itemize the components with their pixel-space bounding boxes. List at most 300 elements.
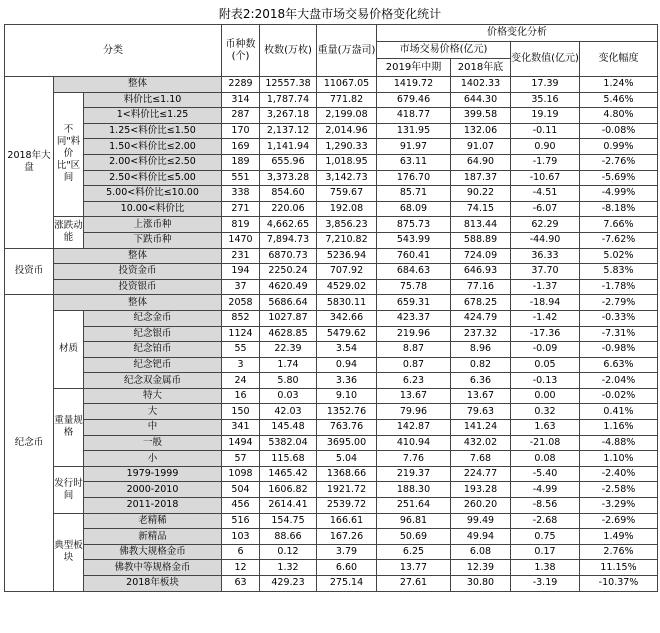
cell-count: 504	[222, 482, 260, 498]
row-label: 投资银币	[54, 279, 222, 295]
cell-pct: -0.08%	[580, 123, 658, 139]
cell-pct: 6.63%	[580, 357, 658, 373]
table-row	[5, 373, 658, 389]
cell-pct: 5.46%	[580, 92, 658, 108]
cell-chg: -44.90	[511, 232, 580, 248]
cell-pct: -0.33%	[580, 310, 658, 326]
group-material: 材质	[54, 310, 84, 388]
header-pieces: 枚数(万枚)	[260, 25, 317, 77]
cell-chg: -4.99	[511, 482, 580, 498]
cell-count: 37	[222, 279, 260, 295]
row-label: 中	[84, 420, 222, 436]
cell-pct: 7.66%	[580, 217, 658, 233]
cell-end: 813.44	[451, 217, 511, 233]
cell-chg: -0.11	[511, 123, 580, 139]
row-label: 1.50<料价比≤2.00	[84, 139, 222, 155]
cell-mid: 7.76	[377, 451, 451, 467]
cell-end: 13.67	[451, 388, 511, 404]
cell-chg: -5.40	[511, 466, 580, 482]
cell-mid: 760.41	[377, 248, 451, 264]
cell-pct: -1.78%	[580, 279, 658, 295]
cell-chg: 62.29	[511, 217, 580, 233]
row-label: 整体	[54, 77, 222, 93]
cell-end: 77.16	[451, 279, 511, 295]
cell-chg: 1.38	[511, 560, 580, 576]
cell-pct: -10.37%	[580, 576, 658, 592]
cell-end: 91.07	[451, 139, 511, 155]
row-label: 1<料价比≤1.25	[84, 108, 222, 124]
cell-chg: -8.56	[511, 498, 580, 514]
cell-pct: -0.98%	[580, 342, 658, 358]
cell-pieces: 220.06	[260, 201, 317, 217]
cell-pct: 1.16%	[580, 420, 658, 436]
cell-chg: -2.68	[511, 513, 580, 529]
cell-mid: 13.67	[377, 388, 451, 404]
cell-pct: -2.79%	[580, 295, 658, 311]
cell-count: 1124	[222, 326, 260, 342]
row-label: 纪念双金属币	[84, 373, 222, 389]
cell-mid: 219.96	[377, 326, 451, 342]
table-row	[5, 170, 658, 186]
cell-mid: 251.64	[377, 498, 451, 514]
cell-end: 64.90	[451, 154, 511, 170]
header-change-pct: 变化幅度	[580, 42, 658, 77]
table-row	[5, 388, 658, 404]
row-label: 佛教中等规格金币	[84, 560, 222, 576]
cell-mid: 75.78	[377, 279, 451, 295]
group-invest: 投资币	[5, 248, 54, 295]
cell-pct: 1.49%	[580, 529, 658, 545]
cell-pct: -8.18%	[580, 201, 658, 217]
table-row	[5, 466, 658, 482]
table-title: 附表2:2018年大盘市场交易价格变化统计	[218, 7, 442, 21]
cell-chg: -4.51	[511, 186, 580, 202]
row-label: 小	[84, 451, 222, 467]
cell-end: 99.49	[451, 513, 511, 529]
cell-end: 30.80	[451, 576, 511, 592]
cell-weight: 0.94	[317, 357, 377, 373]
row-label: 纪念铂币	[84, 342, 222, 358]
cell-pct: 5.02%	[580, 248, 658, 264]
cell-weight: 1352.76	[317, 404, 377, 420]
cell-chg: -0.13	[511, 373, 580, 389]
group-issue-time: 发行时间	[54, 466, 84, 513]
row-label: 2.50<料价比≤5.00	[84, 170, 222, 186]
cell-end: 132.06	[451, 123, 511, 139]
cell-end: 424.79	[451, 310, 511, 326]
cell-weight: 2539.72	[317, 498, 377, 514]
cell-weight: 3695.00	[317, 435, 377, 451]
cell-chg: -3.19	[511, 576, 580, 592]
cell-pct: -2.04%	[580, 373, 658, 389]
cell-pieces: 5382.04	[260, 435, 317, 451]
cell-count: 551	[222, 170, 260, 186]
cell-mid: 0.87	[377, 357, 451, 373]
cell-end: 724.09	[451, 248, 511, 264]
cell-pieces: 2250.24	[260, 264, 317, 280]
cell-count: 12	[222, 560, 260, 576]
header-market-price: 市场交易价格(亿元)	[377, 42, 511, 59]
table-row	[5, 560, 658, 576]
table-row	[5, 295, 658, 311]
cell-chg: -17.36	[511, 326, 580, 342]
table-row	[5, 248, 658, 264]
header-change-analysis: 价格变化分析	[377, 25, 658, 42]
cell-chg: 37.70	[511, 264, 580, 280]
cell-end: 79.63	[451, 404, 511, 420]
cell-count: 338	[222, 186, 260, 202]
cell-chg: -10.67	[511, 170, 580, 186]
cell-weight: 192.08	[317, 201, 377, 217]
cell-count: 103	[222, 529, 260, 545]
cell-pieces: 5686.64	[260, 295, 317, 311]
cell-pieces: 4628.85	[260, 326, 317, 342]
cell-count: 24	[222, 373, 260, 389]
cell-weight: 763.76	[317, 420, 377, 436]
cell-mid: 410.94	[377, 435, 451, 451]
cell-count: 819	[222, 217, 260, 233]
cell-count: 1494	[222, 435, 260, 451]
cell-end: 678.25	[451, 295, 511, 311]
cell-count: 456	[222, 498, 260, 514]
cell-chg: 0.17	[511, 544, 580, 560]
cell-mid: 188.30	[377, 482, 451, 498]
cell-count: 2058	[222, 295, 260, 311]
table-row	[5, 92, 658, 108]
cell-chg: -21.08	[511, 435, 580, 451]
cell-weight: 2,199.08	[317, 108, 377, 124]
cell-pieces: 6870.73	[260, 248, 317, 264]
header-mid2019: 2019年中期	[377, 59, 451, 77]
cell-count: 2289	[222, 77, 260, 93]
cell-pieces: 42.03	[260, 404, 317, 420]
cell-pieces: 0.12	[260, 544, 317, 560]
cell-end: 6.36	[451, 373, 511, 389]
cell-count: 287	[222, 108, 260, 124]
cell-pieces: 154.75	[260, 513, 317, 529]
cell-pieces: 4620.49	[260, 279, 317, 295]
cell-mid: 91.97	[377, 139, 451, 155]
cell-end: 74.15	[451, 201, 511, 217]
cell-weight: 5236.94	[317, 248, 377, 264]
cell-pct: -2.58%	[580, 482, 658, 498]
cell-count: 852	[222, 310, 260, 326]
cell-end: 141.24	[451, 420, 511, 436]
group-rise-fall: 涨跌动能	[54, 217, 84, 248]
cell-end: 49.94	[451, 529, 511, 545]
cell-weight: 275.14	[317, 576, 377, 592]
row-label: 2011-2018	[84, 498, 222, 514]
cell-chg: -0.09	[511, 342, 580, 358]
row-label: 料价比≤1.10	[84, 92, 222, 108]
cell-pieces: 2614.41	[260, 498, 317, 514]
cell-pieces: 12557.38	[260, 77, 317, 93]
table-row	[5, 326, 658, 342]
cell-pieces: 429.23	[260, 576, 317, 592]
cell-weight: 1368.66	[317, 466, 377, 482]
group-weight-spec: 重量规格	[54, 388, 84, 466]
group-commem: 纪念币	[5, 295, 54, 591]
cell-pct: 2.76%	[580, 544, 658, 560]
cell-pieces: 1.74	[260, 357, 317, 373]
cell-mid: 418.77	[377, 108, 451, 124]
cell-mid: 13.77	[377, 560, 451, 576]
cell-mid: 875.73	[377, 217, 451, 233]
table-row	[5, 139, 658, 155]
cell-weight: 6.60	[317, 560, 377, 576]
cell-weight: 342.66	[317, 310, 377, 326]
cell-pieces: 655.96	[260, 154, 317, 170]
cell-pct: 4.80%	[580, 108, 658, 124]
cell-chg: 0.08	[511, 451, 580, 467]
cell-mid: 68.09	[377, 201, 451, 217]
table-row	[5, 451, 658, 467]
cell-pct: -4.88%	[580, 435, 658, 451]
cell-mid: 96.81	[377, 513, 451, 529]
row-label: 1979-1999	[84, 466, 222, 482]
cell-mid: 1419.72	[377, 77, 451, 93]
cell-mid: 79.96	[377, 404, 451, 420]
header-weight: 重量(万盎司)	[317, 25, 377, 77]
data-table	[4, 24, 658, 592]
cell-mid: 543.99	[377, 232, 451, 248]
cell-mid: 85.71	[377, 186, 451, 202]
header-category: 分类	[5, 25, 222, 77]
cell-end: 187.37	[451, 170, 511, 186]
table-row	[5, 420, 658, 436]
cell-count: 55	[222, 342, 260, 358]
cell-count: 516	[222, 513, 260, 529]
cell-pieces: 1465.42	[260, 466, 317, 482]
cell-mid: 679.46	[377, 92, 451, 108]
cell-weight: 2,014.96	[317, 123, 377, 139]
cell-end: 7.68	[451, 451, 511, 467]
cell-chg: 35.16	[511, 92, 580, 108]
cell-weight: 167.26	[317, 529, 377, 545]
cell-weight: 707.92	[317, 264, 377, 280]
row-label: 整体	[54, 248, 222, 264]
cell-end: 8.96	[451, 342, 511, 358]
cell-pct: 0.99%	[580, 139, 658, 155]
cell-weight: 4529.02	[317, 279, 377, 295]
table-row	[5, 498, 658, 514]
cell-mid: 219.37	[377, 466, 451, 482]
cell-mid: 131.95	[377, 123, 451, 139]
cell-pct: -5.69%	[580, 170, 658, 186]
cell-end: 237.32	[451, 326, 511, 342]
cell-chg: -6.07	[511, 201, 580, 217]
table-row	[5, 342, 658, 358]
cell-pieces: 1027.87	[260, 310, 317, 326]
cell-weight: 3.36	[317, 373, 377, 389]
cell-count: 231	[222, 248, 260, 264]
header-change-value: 变化数值(亿元)	[511, 42, 580, 77]
cell-pieces: 22.39	[260, 342, 317, 358]
row-label: 1.25<料价比≤1.50	[84, 123, 222, 139]
cell-weight: 5.04	[317, 451, 377, 467]
cell-pieces: 3,373.28	[260, 170, 317, 186]
table-row	[5, 123, 658, 139]
cell-count: 1470	[222, 232, 260, 248]
cell-weight: 9.10	[317, 388, 377, 404]
cell-weight: 1,290.33	[317, 139, 377, 155]
cell-mid: 423.37	[377, 310, 451, 326]
cell-end: 646.93	[451, 264, 511, 280]
table-row	[5, 264, 658, 280]
cell-count: 271	[222, 201, 260, 217]
cell-pct: 11.15%	[580, 560, 658, 576]
row-label: 2000-2010	[84, 482, 222, 498]
cell-end: 588.89	[451, 232, 511, 248]
cell-weight: 3,142.73	[317, 170, 377, 186]
cell-weight: 759.67	[317, 186, 377, 202]
cell-pieces: 115.68	[260, 451, 317, 467]
row-label: 纪念金币	[84, 310, 222, 326]
cell-count: 189	[222, 154, 260, 170]
row-label: 老精稀	[84, 513, 222, 529]
cell-weight: 3.54	[317, 342, 377, 358]
cell-pieces: 5.80	[260, 373, 317, 389]
cell-chg: 17.39	[511, 77, 580, 93]
cell-count: 150	[222, 404, 260, 420]
cell-chg: -1.37	[511, 279, 580, 295]
cell-count: 170	[222, 123, 260, 139]
cell-weight: 7,210.82	[317, 232, 377, 248]
cell-chg: 0.32	[511, 404, 580, 420]
table-row	[5, 404, 658, 420]
cell-mid: 27.61	[377, 576, 451, 592]
table-row	[5, 529, 658, 545]
group-dapan: 2018年大盘	[5, 77, 54, 249]
cell-mid: 63.11	[377, 154, 451, 170]
cell-count: 1098	[222, 466, 260, 482]
table-row	[5, 310, 658, 326]
cell-end: 644.30	[451, 92, 511, 108]
cell-chg: -18.94	[511, 295, 580, 311]
cell-count: 194	[222, 264, 260, 280]
cell-chg: 0.90	[511, 139, 580, 155]
cell-pct: 0.41%	[580, 404, 658, 420]
table-row	[5, 108, 658, 124]
cell-pieces: 0.03	[260, 388, 317, 404]
cell-count: 341	[222, 420, 260, 436]
cell-chg: 0.00	[511, 388, 580, 404]
row-label: 新精品	[84, 529, 222, 545]
table-row	[5, 217, 658, 233]
cell-mid: 684.63	[377, 264, 451, 280]
cell-mid: 659.31	[377, 295, 451, 311]
row-label: 上涨币种	[84, 217, 222, 233]
cell-mid: 142.87	[377, 420, 451, 436]
cell-end: 399.58	[451, 108, 511, 124]
cell-count: 3	[222, 357, 260, 373]
cell-pieces: 3,267.18	[260, 108, 317, 124]
row-label: 投资金币	[54, 264, 222, 280]
row-label: 大	[84, 404, 222, 420]
row-label: 纪念银币	[84, 326, 222, 342]
cell-chg: -1.79	[511, 154, 580, 170]
row-label: 下跌币种	[84, 232, 222, 248]
group-price-ratio: 不同"料价比"区间	[54, 92, 84, 217]
cell-pieces: 854.60	[260, 186, 317, 202]
cell-count: 314	[222, 92, 260, 108]
cell-weight: 3.79	[317, 544, 377, 560]
row-label: 纪念钯币	[84, 357, 222, 373]
cell-count: 57	[222, 451, 260, 467]
cell-pieces: 2,137.12	[260, 123, 317, 139]
cell-mid: 8.87	[377, 342, 451, 358]
cell-chg: -1.42	[511, 310, 580, 326]
cell-pct: -7.62%	[580, 232, 658, 248]
cell-pieces: 1,787.74	[260, 92, 317, 108]
cell-end: 1402.33	[451, 77, 511, 93]
table-row	[5, 77, 658, 93]
header-count: 币种数(个)	[222, 25, 260, 77]
cell-pct: 1.10%	[580, 451, 658, 467]
cell-mid: 6.25	[377, 544, 451, 560]
cell-count: 63	[222, 576, 260, 592]
row-label: 2.00<料价比≤2.50	[84, 154, 222, 170]
table-row	[5, 154, 658, 170]
row-label: 5.00<料价比≤10.00	[84, 186, 222, 202]
cell-end: 12.39	[451, 560, 511, 576]
group-typical: 典型板块	[54, 513, 84, 591]
row-label: 特大	[84, 388, 222, 404]
cell-pieces: 1,141.94	[260, 139, 317, 155]
cell-end: 224.77	[451, 466, 511, 482]
row-label: 佛教大规格金币	[84, 544, 222, 560]
cell-pieces: 1.32	[260, 560, 317, 576]
cell-pct: -4.99%	[580, 186, 658, 202]
cell-pct: -2.40%	[580, 466, 658, 482]
table-row	[5, 513, 658, 529]
cell-weight: 166.61	[317, 513, 377, 529]
cell-end: 6.08	[451, 544, 511, 560]
row-label: 整体	[54, 295, 222, 311]
cell-end: 0.82	[451, 357, 511, 373]
cell-chg: 1.63	[511, 420, 580, 436]
cell-chg: 0.75	[511, 529, 580, 545]
cell-mid: 6.23	[377, 373, 451, 389]
table-row	[5, 279, 658, 295]
cell-mid: 176.70	[377, 170, 451, 186]
row-label: 一般	[84, 435, 222, 451]
cell-weight: 1921.72	[317, 482, 377, 498]
table-row	[5, 544, 658, 560]
cell-end: 432.02	[451, 435, 511, 451]
cell-end: 193.28	[451, 482, 511, 498]
cell-weight: 3,856.23	[317, 217, 377, 233]
cell-pct: -2.69%	[580, 513, 658, 529]
cell-pct: 1.24%	[580, 77, 658, 93]
cell-pieces: 7,894.73	[260, 232, 317, 248]
cell-count: 6	[222, 544, 260, 560]
row-label: 10.00<料价比	[84, 201, 222, 217]
cell-weight: 771.82	[317, 92, 377, 108]
table-row	[5, 201, 658, 217]
table-row	[5, 186, 658, 202]
cell-chg: 0.05	[511, 357, 580, 373]
cell-pieces: 4,662.65	[260, 217, 317, 233]
cell-pct: -7.31%	[580, 326, 658, 342]
cell-weight: 1,018.95	[317, 154, 377, 170]
cell-pct: -3.29%	[580, 498, 658, 514]
header-end2018: 2018年底	[451, 59, 511, 77]
cell-weight: 5479.62	[317, 326, 377, 342]
cell-pct: 5.83%	[580, 264, 658, 280]
row-label: 2018年板块	[84, 576, 222, 592]
cell-chg: 36.33	[511, 248, 580, 264]
